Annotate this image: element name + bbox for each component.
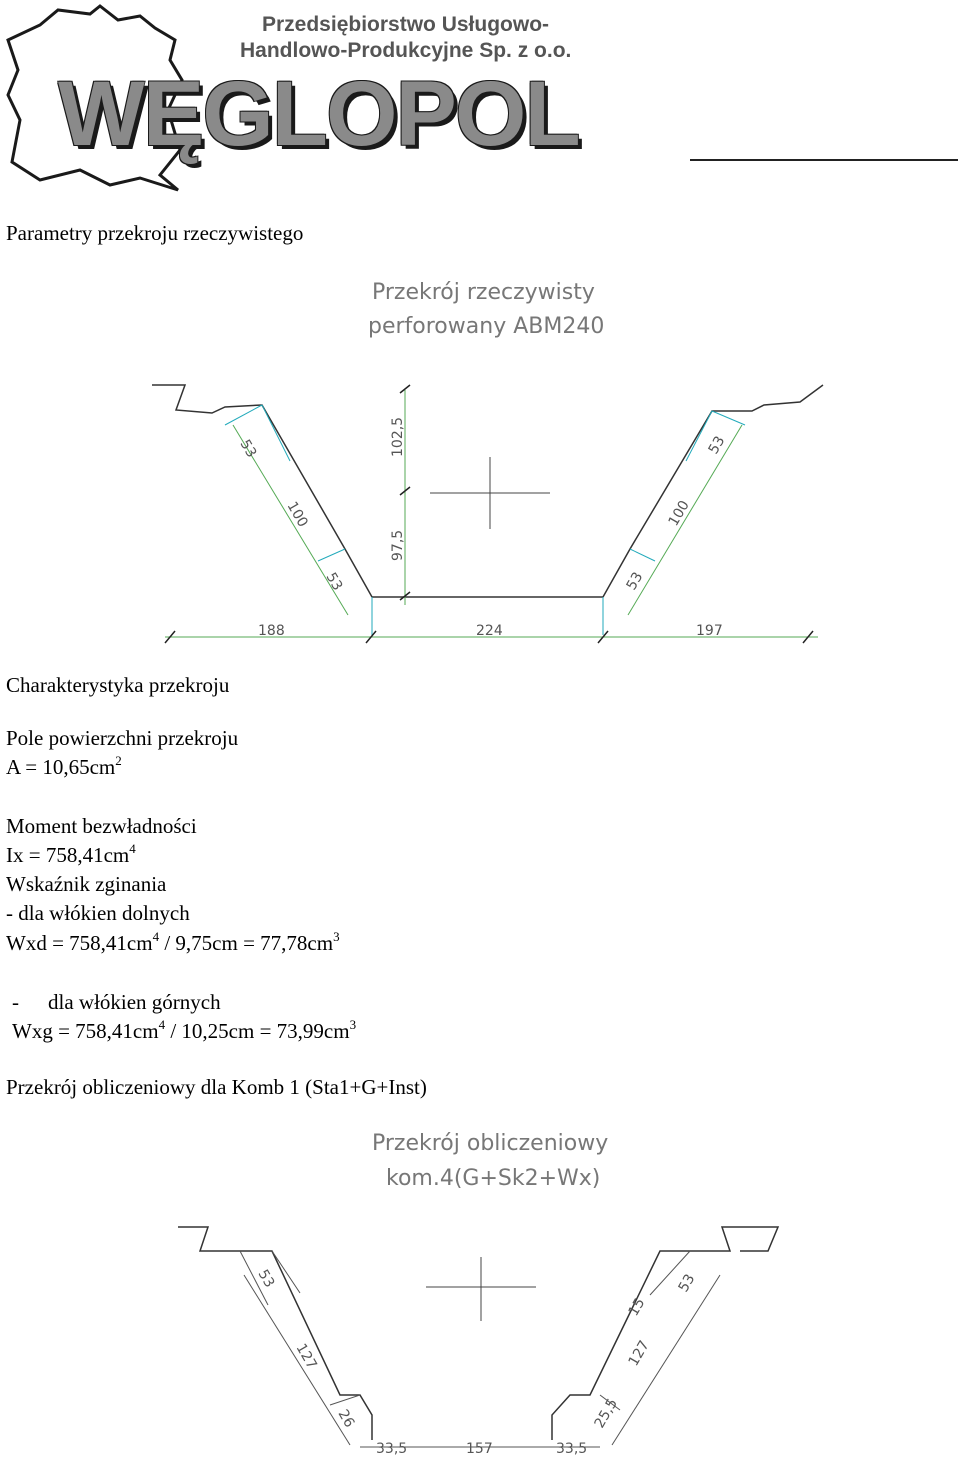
drawing2-title-line1: Przekrój obliczeniowy xyxy=(372,1131,609,1156)
dim2-lip-right: 25,5 xyxy=(591,1396,622,1431)
real-section-drawing xyxy=(0,265,960,655)
dim-web-right: 100 xyxy=(665,497,693,529)
company-name-line2: Handlowo-Produkcyjne Sp. z o.o. xyxy=(240,39,572,62)
dim-bottom-right: 197 xyxy=(696,623,723,639)
dim-height-top: 102,5 xyxy=(390,416,406,457)
dim-height-bottom: 97,5 xyxy=(390,529,406,561)
section-title-computational: Przekrój obliczeniowy dla Komb 1 (Sta1+G+Inst) xyxy=(6,1075,427,1099)
moment-label: Moment bezwładności xyxy=(6,814,197,838)
wxg-value: Wxg = $758,41cm^4 / 10,25cm = 73,99cm^3$ xyxy=(12,1017,357,1043)
computational-section-drawing xyxy=(0,1115,960,1465)
dim-bottom-mid: 224 xyxy=(476,623,503,639)
area-label: Pole powierzchni przekroju xyxy=(6,726,239,750)
dim2-bottom-right: 33,5 xyxy=(556,1441,588,1457)
brand-name: WĘGLOPOL xyxy=(58,63,579,165)
dim2-web-left: 127 xyxy=(292,1341,320,1373)
ix-value: $Ix = 758,41cm^4$ xyxy=(6,841,136,867)
dim-lip-left: 53 xyxy=(322,570,346,594)
dim2-flange-left: 53 xyxy=(254,1267,278,1291)
dim-web-left: 100 xyxy=(283,499,311,531)
dim-bottom-left: 188 xyxy=(258,623,285,639)
company-name-line1: Przedsiębiorstwo Usługowo- xyxy=(262,13,550,36)
area-value: $A = 10,65cm^2$ xyxy=(6,753,122,779)
dim2-lip-left: 26 xyxy=(334,1407,358,1431)
wxd-value: Wxd = $758,41cm^4 / 9,75cm = 77,78cm^3$ xyxy=(6,929,340,955)
dim2-bottom-mid: 157 xyxy=(466,1441,493,1457)
drawing2-title-line2: kom.4(G+Sk2+Wx) xyxy=(386,1166,601,1191)
lower-fibres-label: - dla włókien dolnych xyxy=(6,901,190,925)
upper-fibres-dash: - xyxy=(12,990,19,1014)
section-modulus-label: Wskaźnik zginania xyxy=(6,872,167,896)
drawing-title-line2: perforowany ABM240 xyxy=(368,314,605,339)
section-title-real: Parametry przekroju rzeczywistego xyxy=(6,221,304,245)
dim-lip-right: 53 xyxy=(623,569,647,593)
characteristics-heading: Charakterystyka przekroju xyxy=(6,673,230,697)
upper-fibres-label: dla włókien górnych xyxy=(48,990,221,1014)
dim2-flange-right: 53 xyxy=(675,1271,699,1295)
dim2-web-right: 127 xyxy=(625,1337,653,1369)
dim-flange-right: 53 xyxy=(705,433,729,457)
drawing-title-line1: Przekrój rzeczywisty xyxy=(372,280,595,305)
dim-flange-left: 53 xyxy=(236,437,260,461)
dim2-small-right: 15 xyxy=(625,1295,649,1319)
dim2-bottom-left: 33,5 xyxy=(376,1441,408,1457)
